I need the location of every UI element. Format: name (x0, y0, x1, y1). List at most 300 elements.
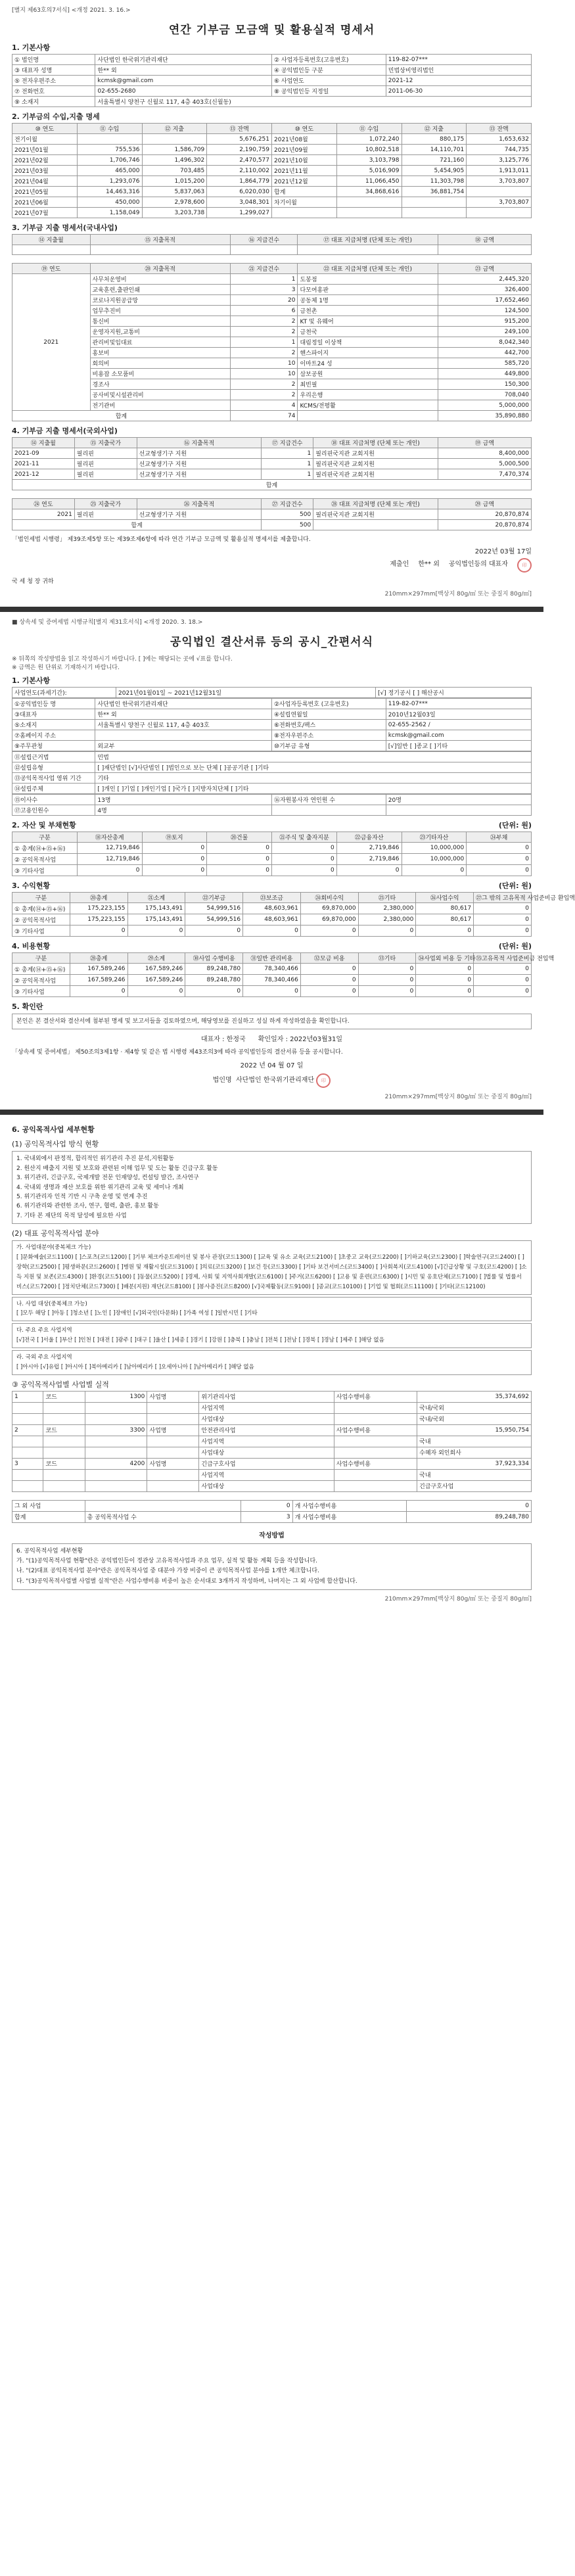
table-cell: 우리은행 (298, 390, 438, 400)
table-cell: 0 (336, 865, 402, 876)
table-cell (147, 1480, 199, 1491)
table-cell: 0 (474, 903, 532, 914)
table-cell (43, 1413, 85, 1424)
table-cell: 48,603,961 (243, 914, 301, 925)
table-cell: 이마트24 성 (298, 358, 438, 369)
table-cell: 합계 (12, 480, 532, 490)
table-cell: 10,000,000 (402, 854, 467, 865)
table-cell: 서울특별시 양천구 신월로 117, 4층 403호 (95, 720, 272, 730)
table-cell: 175,223,155 (70, 903, 127, 914)
total-row (12, 411, 532, 421)
table-row (12, 843, 532, 854)
table-row (12, 1413, 532, 1424)
table-cell: 2 (230, 316, 298, 327)
table-cell: 167,589,246 (127, 964, 185, 975)
table-cell: 0 (300, 925, 358, 937)
table-cell (467, 208, 532, 218)
table-cell: 2010년12월03일 (386, 709, 531, 720)
table-cell: 89,248,780 (185, 975, 243, 986)
table-row (12, 730, 532, 741)
table-cell: ① 총계(⑭+⑮+⑯) (12, 903, 70, 914)
table-row (12, 358, 532, 369)
table-cell: 필리핀 (74, 509, 137, 520)
table-row (12, 469, 532, 480)
table-cell: 1,293,076 (77, 176, 142, 187)
table-row (12, 348, 532, 358)
table-row (12, 914, 532, 925)
table-cell: ⑦홈페이지 주소 (12, 730, 95, 741)
business-table (12, 1391, 532, 1492)
table-cell: 12,719,846 (77, 854, 142, 865)
table-cell: 1,158,049 (77, 208, 142, 218)
table-row (12, 306, 532, 316)
column-header: 구분 (12, 953, 70, 964)
table-cell: ⑥ 사업연도 (271, 76, 386, 86)
total-row (12, 480, 532, 490)
table-cell: 2 (12, 1424, 43, 1436)
table-cell: 1,299,027 (207, 208, 272, 218)
column-header: ⑱ 금액 (438, 235, 531, 245)
table-cell: 8,042,340 (438, 337, 531, 348)
column-header: ㉛일반 관리비용 (243, 953, 301, 964)
table-cell (147, 1469, 199, 1480)
table-cell: 3300 (85, 1424, 147, 1436)
table-cell: 0 (207, 865, 272, 876)
table-cell: 회의비 (90, 358, 230, 369)
section-title: 6. 공익목적사업 세부현황 (12, 1125, 95, 1135)
table-cell: 2021년04월 (12, 176, 78, 187)
table-cell: 위기관리사업 (199, 1391, 334, 1402)
table-cell (43, 1469, 85, 1480)
column-header: ㉑소계 (127, 893, 185, 903)
table-cell (334, 1402, 417, 1413)
table-row (12, 187, 532, 197)
table-cell: 1 (230, 337, 298, 348)
table-row (12, 134, 532, 145)
column-header: ㉟고유목적 사업준비금 전입액 (474, 953, 532, 964)
table-cell: ⑧ 공익법인등 지정일 (271, 86, 386, 97)
table-cell (85, 1436, 147, 1447)
table-cell: 80,617 (416, 903, 474, 914)
category-box: 라. 국외 주요 사업지역 [ ]아시아 [√]유럽 [ ]아시아 [ ]북아메리카 [ ]남아메리카 [ ]오세아니아 [ ]남아메리카 [ ]해당 없음 (12, 1350, 532, 1375)
staff-table: ⑮이사수 13명 ⑯자원봉사자 연인원 수 20명 ⑰고용인원수 4명 (12, 794, 532, 816)
table-cell: 5,837,063 (142, 187, 207, 197)
table-cell: 14,463,316 (77, 187, 142, 197)
column-header: ⑰ 대표 지급처명 (단체 또는 개인) (298, 235, 438, 245)
table-cell: 사업대상 (199, 1413, 334, 1424)
column-header: ㉘총계 (70, 953, 127, 964)
table-cell: 2,719,846 (336, 843, 402, 854)
table-row (12, 720, 532, 730)
table-cell: 1,072,240 (336, 134, 402, 145)
column-header: ⑱ 대표 지급처명 (단체 또는 개인) (313, 438, 438, 448)
table-cell: 2,380,000 (358, 903, 416, 914)
table-row (12, 208, 532, 218)
table-cell: 0 (185, 925, 243, 937)
notes-text: 6. 공익목적사업 세부현황 가. "(1)공익목적사업 현황"란은 공익법인등이 정관상 고유목적사업과 주요 업무, 실적 및 활동 계획 등을 작성합니다. 나. "(2)대표 공익목적사업 분야"란은 공익목적사업 중 대분야 가장 비중이 큰 공익목적사업 분야를 1개만 체크합니다. 다. "(3)공익목적사업별 사업별 실적"란은 사업수행비용 비중이 높은 순서대로 3개까지 작성하며, 나머지는 그 외 사업에 합산합니다. (12, 1543, 532, 1590)
law-text: 「상속세 및 증여세법」 제50조의3제1항 · 제4항 및 같은 법 시행령 제43조의3에 따라 공익법인등의 결산서류 등을 공시합니다. (12, 1049, 343, 1056)
table-row (12, 459, 532, 469)
table-cell: 필리핀국지관 교회지원 (313, 469, 438, 480)
table-cell: 코드 (43, 1424, 85, 1436)
table-cell: 15,950,754 (417, 1424, 532, 1436)
table-cell: 필리핀 (74, 469, 137, 480)
table-cell: 5,016,909 (336, 166, 402, 176)
table-cell (77, 134, 142, 145)
table-cell: 한** 외 (95, 65, 272, 76)
column-header: 구분 (12, 893, 70, 903)
seal-stamp-icon: 印 (316, 1073, 331, 1088)
table-row (12, 1424, 532, 1436)
table-cell: 0 (142, 865, 207, 876)
table-row (12, 741, 532, 751)
table-cell (147, 1436, 199, 1447)
table-cell (334, 1480, 417, 1491)
section-title: 4. 기부금 지출 명세서(국외사업) (12, 427, 118, 435)
table-cell: 2021년11월 (272, 166, 337, 176)
table-cell: 코로나지원공급망 (90, 295, 230, 306)
table-cell: 35,374,692 (417, 1391, 532, 1402)
table-cell: 2021년06월 (12, 197, 78, 208)
table-cell: 0 (300, 986, 358, 997)
table-cell: ⑥전화번호/팩스 (271, 720, 386, 730)
column-header: ⑭ 지출월 (12, 438, 75, 448)
table-row (12, 369, 532, 379)
column-header: ㉗그 밖의 고유목적 사업준비금 환입액 (474, 893, 532, 903)
table-cell: ④ 공익법인등 구분 (271, 65, 386, 76)
table-cell: 사업명 (147, 1391, 199, 1402)
table-cell: 통신비 (90, 316, 230, 327)
table-cell: 20,870,874 (438, 509, 531, 520)
table-row (12, 699, 532, 709)
table-cell: 홍보비 (90, 348, 230, 358)
table-cell: 54,999,516 (185, 914, 243, 925)
table-cell: ⑧전자우편주소 (271, 730, 386, 741)
table-cell: 0 (243, 925, 301, 937)
table-cell: 703,485 (142, 166, 207, 176)
table-cell (402, 208, 467, 218)
table-cell: 02-655-2562 / (386, 720, 531, 730)
section-title: 3. 수익현황 (단위: 원) (12, 881, 532, 890)
table-cell: 0 (474, 925, 532, 937)
table-cell: 최빈필 (298, 379, 438, 390)
table-cell: 6,020,030 (207, 187, 272, 197)
table-cell: 1 (262, 469, 313, 480)
table-row (12, 55, 532, 65)
table-cell: 5,676,251 (207, 134, 272, 145)
table-row (12, 709, 532, 720)
table-cell: 167,589,246 (70, 964, 127, 975)
document-title: 연간 기부금 모금액 및 활용실적 명세서 (168, 24, 375, 37)
table-cell: 2021-12 (12, 469, 75, 480)
table-cell: ⑩기부금 유형 (271, 741, 386, 751)
paper-spec: 210mm×297mm[백상지 80g/㎡ 또는 중질지 80g/㎡] (384, 1595, 532, 1603)
column-header: ⑫ 지출 (402, 124, 467, 134)
table-cell: 선교형생기구 지원 (137, 459, 262, 469)
table-cell (95, 730, 272, 741)
table-row (12, 903, 532, 914)
column-header: ⑱자산총계 (77, 832, 142, 843)
table-cell: 0 (474, 986, 532, 997)
table-cell: KT 및 유웨어 (298, 316, 438, 327)
table-cell: 관리비및임대료 (90, 337, 230, 348)
section-title: 2. 자산 및 부채현황 (단위: 원) (12, 821, 532, 830)
table-cell: 사업지역 (199, 1436, 334, 1447)
table-cell: 175,143,491 (127, 903, 185, 914)
column-header: ㉙소계 (127, 953, 185, 964)
table-cell (147, 1413, 199, 1424)
column-header: ⑲ 금액 (438, 438, 531, 448)
table-cell: 10,802,518 (336, 145, 402, 155)
table-cell: 119-82-07*** (386, 55, 531, 65)
table-cell: 124,500 (438, 306, 531, 316)
category-box: 나. 사업 대상(중복체크 가능) [ ]모두 해당 [ ]아동 [ ]청소년 [ ]노인 [ ]장애인 [√]외국인(다문화) [ ]가족 여성 [ ]일반시민 [ ]기타 (12, 1297, 532, 1322)
table-row (12, 1480, 532, 1491)
table-cell: 사업지역 (199, 1402, 334, 1413)
table-cell: 0 (272, 843, 337, 854)
table-cell: 0 (243, 986, 301, 997)
table-cell: 721,160 (402, 155, 467, 166)
table-cell: 0 (300, 964, 358, 975)
table-cell: 69,870,000 (300, 914, 358, 925)
table-cell: 전기이월 (12, 134, 78, 145)
column-header: ㉕기타 (358, 893, 416, 903)
establishment-table: ⑪설립근거법 민법 ⑫설립유형 [ ]재단법인 [√]사단법인 [ ]법인으로 보는 단체 [ ]공공기관 [ ]기타 ⑬공익목적사업 영위 기간 기타 ⑭설립주체 [ ]개인 [ ]기업 [ ]개인기업 [ ]국가 [ ]지방자치단체 [ ]기타 (12, 751, 532, 794)
table-cell: 국내 (417, 1436, 532, 1447)
table-cell (334, 1413, 417, 1424)
section-title: 2. 기부금의 수입,지출 명세 (12, 112, 100, 121)
table-cell: ① 총계(⑭+⑮+⑯) (12, 843, 78, 854)
column-header: ㉓기타자산 (402, 832, 467, 843)
column-header: ⑮ 지출국가 (74, 438, 137, 448)
table-cell: ⑦ 전화번호 (12, 86, 95, 97)
table-cell: 수혜자 외인회사 (417, 1447, 532, 1458)
disclosure-basic-table (12, 698, 532, 751)
table-cell: 74 (230, 411, 298, 421)
column-header: ㉔회비수익 (300, 893, 358, 903)
table-cell: 사단법인 한국위기관리재단 (95, 55, 272, 65)
table-cell: 2021년08월 (272, 134, 337, 145)
column-header: ㉜모금 비용 (300, 953, 358, 964)
table-cell: 합계 (12, 520, 262, 530)
table-cell: 0 (416, 964, 474, 975)
table-cell: 8,400,000 (438, 448, 531, 459)
table-row (12, 76, 532, 86)
table-cell: 사업명 (147, 1424, 199, 1436)
table-cell: 2,110,002 (207, 166, 272, 176)
table-row (12, 274, 532, 285)
table-cell: 2,719,846 (336, 854, 402, 865)
rep-line: 대표자 : 한정국 확인일자 : 2022년03월31일 (200, 1036, 343, 1044)
table-cell: 3,125,776 (467, 155, 532, 166)
table-cell (334, 1469, 417, 1480)
table-cell: ③ 기타사업 (12, 925, 70, 937)
table-cell: ② 공익목적사업 (12, 854, 78, 865)
foreign-expense-table (12, 437, 532, 490)
table-cell: 사업대상 (199, 1480, 334, 1491)
table-cell: [√]일반 [ ]종교 [ ]기타 (386, 741, 531, 751)
table-row (12, 986, 532, 997)
table-cell: 2,445,320 (438, 274, 531, 285)
table-cell: 2021년09월 (272, 145, 337, 155)
cost-table (12, 952, 555, 997)
table-cell (272, 208, 337, 218)
table-cell: 78,340,466 (243, 964, 301, 975)
column-header: ㉖사업수익 (416, 893, 474, 903)
column-header: ⑩ 연도 (12, 124, 78, 134)
section-title: 3. 기부금 지출 명세서(국내사업) (12, 223, 118, 232)
table-row (12, 86, 532, 97)
table-cell: ③대표자 (12, 709, 95, 720)
table-cell: 465,000 (77, 166, 142, 176)
table-cell: 12,719,846 (77, 843, 142, 854)
law-note: 「법인세법 시행령」 제39조제5항 또는 제39조제6항에 따라 연간 기부금 모금액 및 활용실적 명세서를 제출합니다. (12, 536, 311, 543)
table-cell: 2021-11 (12, 459, 75, 469)
column-header: ㉒금융자산 (336, 832, 402, 843)
table-row (12, 400, 532, 411)
table-cell: 1,496,302 (142, 155, 207, 166)
table-cell (147, 1447, 199, 1458)
table-cell: 차기이월 (272, 197, 337, 208)
table-cell: 2021년07월 (12, 208, 78, 218)
table-cell: 150,300 (438, 379, 531, 390)
table-cell: ③ 대표자 성명 (12, 65, 95, 76)
table-cell: ① 법인명 (12, 55, 95, 65)
document-title: 공익법인 결산서류 등의 공시_간편서식 (170, 636, 373, 649)
table-cell: 핸스파이지 (298, 348, 438, 358)
table-cell: ⑤ 전자우편주소 (12, 76, 95, 86)
table-cell (12, 1402, 43, 1413)
table-cell (85, 1469, 147, 1480)
table-cell: 34,868,616 (336, 187, 402, 197)
table-cell: 500 (262, 520, 313, 530)
column-header: ⑯ 지출목적 (137, 438, 262, 448)
table-cell: 0 (70, 986, 127, 997)
column-header: ⑳총계 (70, 893, 127, 903)
table-cell: 249,100 (438, 327, 531, 337)
form-header: ■ 상속세 및 증여세법 시행규칙[별지 제31호서식] <개정 2020. 3. 18.> (12, 619, 203, 626)
income-expense-table (12, 123, 532, 218)
table-cell (85, 1447, 147, 1458)
table-cell: 0 (467, 865, 532, 876)
table-cell: 80,617 (416, 914, 474, 925)
column-header: ㉓보조금 (243, 893, 301, 903)
table-cell: kcmsk@gmail.com (386, 730, 531, 741)
seal-stamp-icon: 印 (517, 558, 532, 573)
table-cell: 10 (230, 369, 298, 379)
table-cell: 500 (262, 509, 313, 520)
table-cell: 2 (230, 390, 298, 400)
table-cell: 선교형생기구 지원 (137, 509, 262, 520)
table-cell: 20 (230, 295, 298, 306)
column-header: ⑪ 수입 (77, 124, 142, 134)
table-cell: 1 (262, 459, 313, 469)
table-cell: 35,890,880 (438, 411, 531, 421)
table-cell (467, 187, 532, 197)
table-cell: 02-655-2680 (95, 86, 272, 97)
table-cell: 17,652,460 (438, 295, 531, 306)
table-cell: 사업수행비용 (334, 1424, 417, 1436)
table-cell: 선교형생기구 지원 (137, 448, 262, 459)
column-header: ⑯ 지급건수 (230, 235, 298, 245)
note-line: ※ 뒤쪽의 작성방법을 읽고 작성하시기 바랍니다. [ ]에는 해당되는 곳에 √표를 합니다. (12, 656, 233, 663)
confirm-text: 본인은 본 결산서와 결산서에 첨부된 명세 및 보고서들을 검토하였으며, 해당영보를 진실하고 성실 하게 작성하였음을 확인합니다. (12, 1014, 532, 1029)
table-cell: 1,015,200 (142, 176, 207, 187)
table-cell (334, 1447, 417, 1458)
table-cell: 11,066,450 (336, 176, 402, 187)
table-cell: 0 (207, 854, 272, 865)
table-cell: 1 (262, 448, 313, 459)
period-row: 사업연도(과세기간): 2021년01월01일 ~ 2021년12월31일 [√] 정기공시 [ ] 해산공시 (12, 687, 532, 698)
table-cell: 삼보공원 (298, 369, 438, 379)
section-title: 1. 기본사항 (12, 676, 51, 685)
column-header: ⑰ 지급건수 (262, 438, 313, 448)
category-box: 다. 주요 주요 사업지역 [√]전국 [ ]서울 [ ]부산 [ ]인천 [ ]대전 [ ]광주 [ ]대구 [ ]울산 [ ]세종 [ ]경기 [ ]강원 [ ]충북 [ ]충남 [ ]전북 [ ]전남 [ ]경북 [ ]경남 [ ]제주 [ ]해당 없음 (12, 1323, 532, 1348)
table-cell: 20,870,874 (438, 520, 531, 530)
table-cell: 10 (230, 358, 298, 369)
table-cell: 167,589,246 (127, 975, 185, 986)
note-line: ※ 금액은 원 단위로 기재하시기 바랍니다. (12, 665, 120, 671)
table-row (12, 197, 532, 208)
table-cell: 3 (230, 285, 298, 295)
revenue-table (12, 892, 575, 937)
table-row (12, 390, 532, 400)
table-cell: 3,703,807 (467, 176, 532, 187)
table-cell: 2 (230, 379, 298, 390)
table-cell: ③ 기타사업 (12, 865, 78, 876)
table-cell: 0 (416, 975, 474, 986)
table-cell: 915,200 (438, 316, 531, 327)
table-cell: ④설립연월일 (271, 709, 386, 720)
column-header: ㉑ 지급건수 (230, 264, 298, 274)
sub-title: (1) 공익목적사업 방식 현황 (12, 1140, 99, 1149)
table-row (12, 97, 532, 107)
table-cell: 14,110,701 (402, 145, 467, 155)
table-cell: 1,586,709 (142, 145, 207, 155)
table-cell: 449,800 (438, 369, 531, 379)
page-annual-donation (0, 0, 543, 612)
table-cell (334, 1436, 417, 1447)
column-header: ㉝기타 (358, 953, 416, 964)
table-row (12, 448, 532, 459)
table-cell: 880,175 (402, 134, 467, 145)
table-cell: 585,720 (438, 358, 531, 369)
column-header: ㉙ 금액 (438, 499, 531, 509)
column-header: ⑲토지 (142, 832, 207, 843)
column-header: ㉓ 금액 (438, 264, 531, 274)
section-title: 1. 기본사항 (12, 43, 51, 52)
table-row (12, 975, 532, 986)
column-header: ㉗ 지급건수 (262, 499, 313, 509)
column-header: ⑬ 잔액 (207, 124, 272, 134)
table-cell: 36,881,754 (402, 187, 467, 197)
table-cell: 대림정일 이상책 (298, 337, 438, 348)
foreign-expense-summary (12, 498, 532, 530)
table-cell: 175,143,491 (127, 914, 185, 925)
table-cell: 0 (300, 975, 358, 986)
table-cell: 사무처운영비 (90, 274, 230, 285)
table-cell: 37,923,334 (417, 1458, 532, 1469)
table-cell: ② 공익목적사업 (12, 914, 70, 925)
table-cell: 2021년10월 (272, 155, 337, 166)
table-cell: 3,103,798 (336, 155, 402, 166)
table-cell: 합계 (12, 411, 231, 421)
column-header: ㉘ 대표 지급처명 (단체 또는 개인) (313, 499, 438, 509)
table-row (12, 327, 532, 337)
column-header: ⑮ 지출목적 (90, 235, 230, 245)
column-header: ㉔ 연도 (12, 499, 75, 509)
section-title: 4. 비용현황 (단위: 원) (12, 942, 532, 950)
